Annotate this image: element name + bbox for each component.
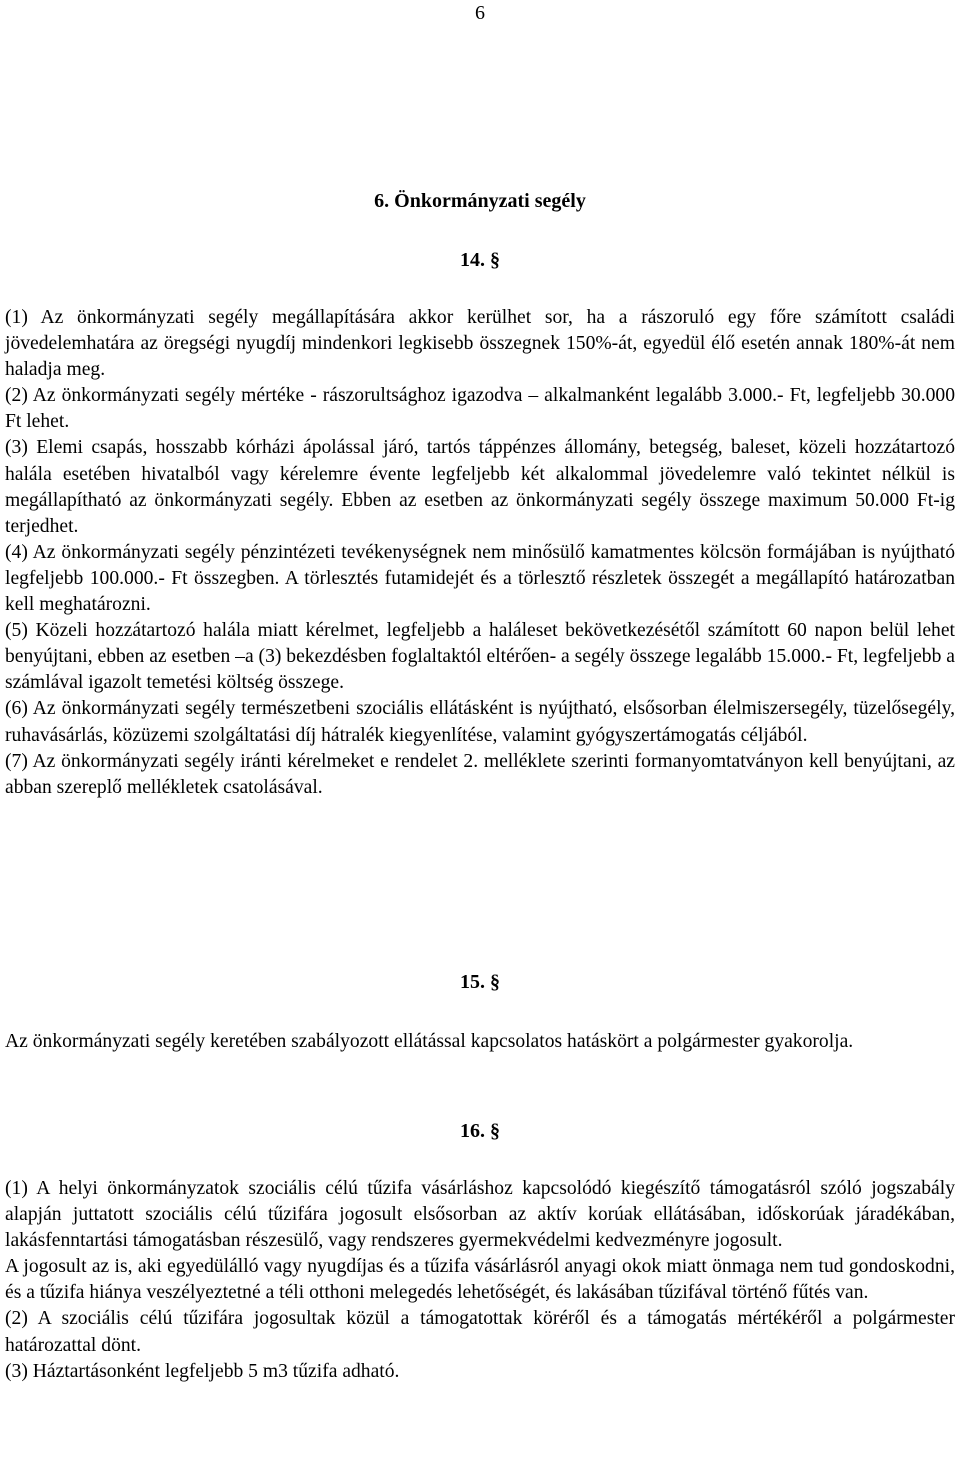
paragraph-16-3: (2) A szociális célú tűzifára jogosultak közül a támogatottak köréről és a támogatás mértékéről a polgármester határozattal dönt. (5, 1308, 955, 1356)
section-heading-15: 15. § (460, 971, 500, 993)
paragraph-16-4: (3) Háztartásonként legfeljebb 5 m3 tűzifa adható. (5, 1360, 400, 1382)
paragraph-14-3: (3) Elemi csapás, hosszabb kórházi ápolással járó, tartós táppénzes állomány, betegség, baleset, közeli hozzátartozó halála esetében hivatalból vagy kérelemre évente legfeljebb két alkalommal jövedelemre való tekintet nélkül is megállapítható az önkormányzati segély. Ebben az esetben az önkormányzati segély összege maximum 50.000 Ft-ig terjedhet. (5, 437, 955, 537)
paragraph-14-4: (4) Az önkormányzati segély pénzintézeti tevékenységnek nem minősülő kamatmentes kölcsön formájában is nyújtható legfeljebb 100.000.- Ft összegben. A törlesztés futamidejét és a törlesztő részletek összegét a megállapító határozatban kell meghatározni. (5, 541, 955, 616)
paragraph-14-7: (7) Az önkormányzati segély iránti kérelmeket e rendelet 2. melléklete szerinti formanyomtatványon kell benyújtani, az abban szereplő mellékletek csatolásával. (5, 750, 955, 798)
section-15-body (5, 1029, 955, 1055)
section-heading-14: 14. § (460, 249, 500, 271)
section-14-body (5, 305, 955, 801)
section-heading-16: 16. § (460, 1120, 500, 1142)
paragraph-15-1: Az önkormányzati segély keretében szabályozott ellátással kapcsolatos hatáskört a polgármester gyakorolja. (5, 1031, 854, 1052)
chapter-title: 6. Önkormányzati segély (374, 190, 586, 212)
section-16-body (5, 1176, 955, 1385)
paragraph-14-2: (2) Az önkormányzati segély mértéke - rászorultsághoz igazodva – alkalmanként legalább 3.000.- Ft, legfeljebb 30.000 Ft lehet. (5, 385, 955, 433)
page-number: 6 (475, 2, 485, 24)
paragraph-14-5: (5) Közeli hozzátartozó halála miatt kérelmet, legfeljebb a haláleset bekövetkezésétől számított 60 napon belül lehet benyújtani, ebben az esetben –a (3) bekezdésben foglaltaktól eltérően- a segély összege legalább 15.000.- Ft, legfeljebb a számlával igazolt temetési költség összege. (5, 620, 955, 694)
paragraph-14-6: (6) Az önkormányzati segély természetbeni szociális ellátásként is nyújtható, elsősorban élelmiszersegély, tüzelősegély, ruhavásárlás, közüzemi szolgáltatási díj hátralék kiegyenlítése, valamint gyógyszertámogatás céljából. (5, 698, 955, 746)
paragraph-14-1: (1) Az önkormányzati segély megállapítására akkor kerülhet sor, ha a rászoruló egy főre számított családi jövedelemhatára az öregségi nyugdíj mindenkori legkisebb összegnek 150%-át, egyedül élő esetén annak 180%-át nem haladja meg. (5, 307, 955, 381)
paragraph-16-2: A jogosult az is, aki egyedülálló vagy nyugdíjas és a tűzifa vásárlásról anyagi okok miatt önmaga nem tud gondoskodni, és a tűzifa hiánya veszélyeztetné a téli otthoni melegedés lehetőségét, és lakásában tűzifával történő fűtés van. (5, 1256, 955, 1304)
paragraph-16-1: (1) A helyi önkormányzatok szociális célú tűzifa vásárláshoz kapcsolódó kiegészítő támogatásról szóló jogszabály alapján juttatott szociális célú tűzifára jogosult elsősorban az aktív korúak ellátásában, időskorúak járadékában, lakásfenntartási támogatásban részesülő, vagy rendszeres gyermekvédelmi kedvezményre jogosult. (5, 1178, 955, 1252)
